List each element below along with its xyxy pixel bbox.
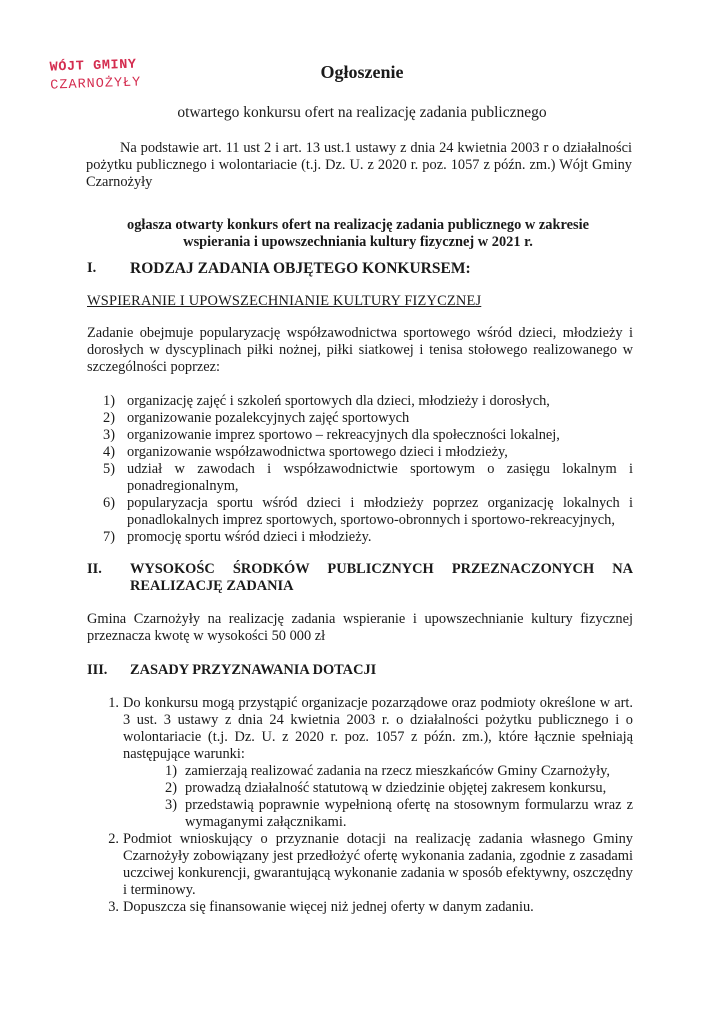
section-1-list [87,393,633,546]
list-item-number: 3. [108,899,119,915]
conditions-sublist [123,763,633,831]
list-item [87,427,633,444]
list-item-number: 2) [103,410,115,426]
sublist-item-number: 1) [165,763,177,779]
list-item-text: udział w zawodach i współzawodnictwie sportowym o zasięgu lokalnym i ponadregionalnym, [127,461,633,494]
list-item [87,831,633,899]
list-item-number: 1) [103,393,115,409]
list-item-text: organizację zajęć i szkoleń sportowych dla dzieci, młodzieży i dorosłych, [127,393,550,409]
intro-paragraph: Na podstawie art. 11 ust 2 i art. 13 ust.1 ustawy z dnia 24 kwietnia 2003 r o działalności pożytku publicznego i wolontariacie (t.j. Dz. U. z 2020 r. poz. 1057 z późn. zm.) Wójt Gminy Czarnożyły [86,140,632,190]
section-2-paragraph: Gmina Czarnożyły na realizację zadania wspieranie i upowszechnianie kultury fizycznej przeznacza kwotę w wysokości 50 000 zł [87,611,633,644]
list-item-number: 4) [103,444,115,460]
document-subtitle: otwartego konkursu ofert na realizację zadania publicznego [177,104,547,121]
list-item-number: 3) [103,427,115,443]
sublist-item-text: zamierzają realizować zadania na rzecz mieszkańców Gminy Czarnożyły, [185,763,610,779]
document-title: Ogłoszenie [320,62,404,82]
list-item-number: 1. [108,695,119,711]
section-1-paragraph: Zadanie obejmuje popularyzację współzawodnictwa sportowego wśród dzieci, młodzieży i dorosłych w dyscyplinach piłki nożnej, piłki siatkowej i tenisa stołowego realizowanego w szczególności poprzez: [87,325,633,375]
sublist-item [123,780,633,797]
section-2-number: II. [87,561,102,577]
section-1-number: I. [87,260,97,276]
list-item [87,410,633,427]
list-item-number: 6) [103,495,115,511]
section-3-number: III. [87,662,108,678]
section-1-subtitle: WSPIERANIE I UPOWSZECHNIANIE KULTURY FIZYCZNEJ [87,293,482,309]
list-item-text: organizowanie współzawodnictwa sportowego dzieci i młodzieży, [127,444,508,460]
list-item-number: 5) [103,461,115,477]
list-item-number: 7) [103,529,115,545]
section-3-list [87,695,633,916]
list-item [87,529,633,546]
section-1-title: RODZAJ ZADANIA OBJĘTEGO KONKURSEM: [130,260,471,277]
list-item-text: promocję sportu wśród dzieci i młodzieży. [127,529,372,545]
list-item-text: Dopuszcza się finansowanie więcej niż jednej oferty w danym zadaniu. [123,899,534,915]
list-item-number: 2. [108,831,119,847]
list-item [87,461,633,495]
section-3-title: ZASADY PRZYZNAWANIA DOTACJI [130,662,377,678]
section-2-title: WYSOKOŚC ŚRODKÓW PUBLICZNYCH PRZEZNACZONYCH NA REALIZACJĘ ZADANIA [130,561,633,594]
sublist-item-number: 2) [165,780,177,796]
list-item-text: organizowanie imprez sportowo – rekreacyjnych dla społeczności lokalnej, [127,427,560,443]
sublist-item-number: 3) [165,797,177,813]
stamp-line-1: WÓJT GMINY [49,57,137,76]
sublist-item-text: prowadzą działalność statutową w dziedzinie objętej zakresem konkursu, [185,780,607,796]
list-item-text: Do konkursu mogą przystąpić organizacje pozarządowe oraz podmioty określone w art. 3 ust. 3 ustawy z dnia 24 kwietnia 2003 r. o działalności pożytku publicznego i o wolontariacie (t.j. Dz. U. z 2020 r. poz. 1057 z późn. zm.), które łącznie spełniają następujące warunki: [123,695,633,762]
sublist-item [123,797,633,831]
list-item-text: organizowanie pozalekcyjnych zajęć sportowych [127,410,410,426]
list-item [87,695,633,831]
list-item-text: popularyzacja sportu wśród dzieci i młodzieży poprzez organizację lokalnych i ponadlokalnych imprez sportowych, sportowo-obronnych i sportowo-rekreacyjnych, [127,495,633,528]
list-item [87,393,633,410]
announcement: ogłasza otwarty konkurs ofert na realizację zadania publicznego w zakresie wspierania i upowszechniania kultury fizycznej w 2021 r. [127,217,589,250]
sublist-item [123,763,633,780]
list-item [87,495,633,529]
list-item [87,444,633,461]
list-item-text: Podmiot wnioskujący o przyznanie dotacji na realizację zadania własnego Gminy Czarnożyły zobowiązany jest przedłożyć ofertę wykonania zadania, zgodnie z zasadami uczciwej konkurencji, gwarantującą wykonanie zadania w sposób efektywny, oszczędny i terminowy. [123,831,633,898]
list-item [87,899,633,916]
sublist-item-text: przedstawią poprawnie wypełnioną ofertę na stosownym formularzu wraz z wymaganymi załącznikami. [185,797,633,830]
stamp-line-2: CZARNOŻYŁY [50,75,142,94]
